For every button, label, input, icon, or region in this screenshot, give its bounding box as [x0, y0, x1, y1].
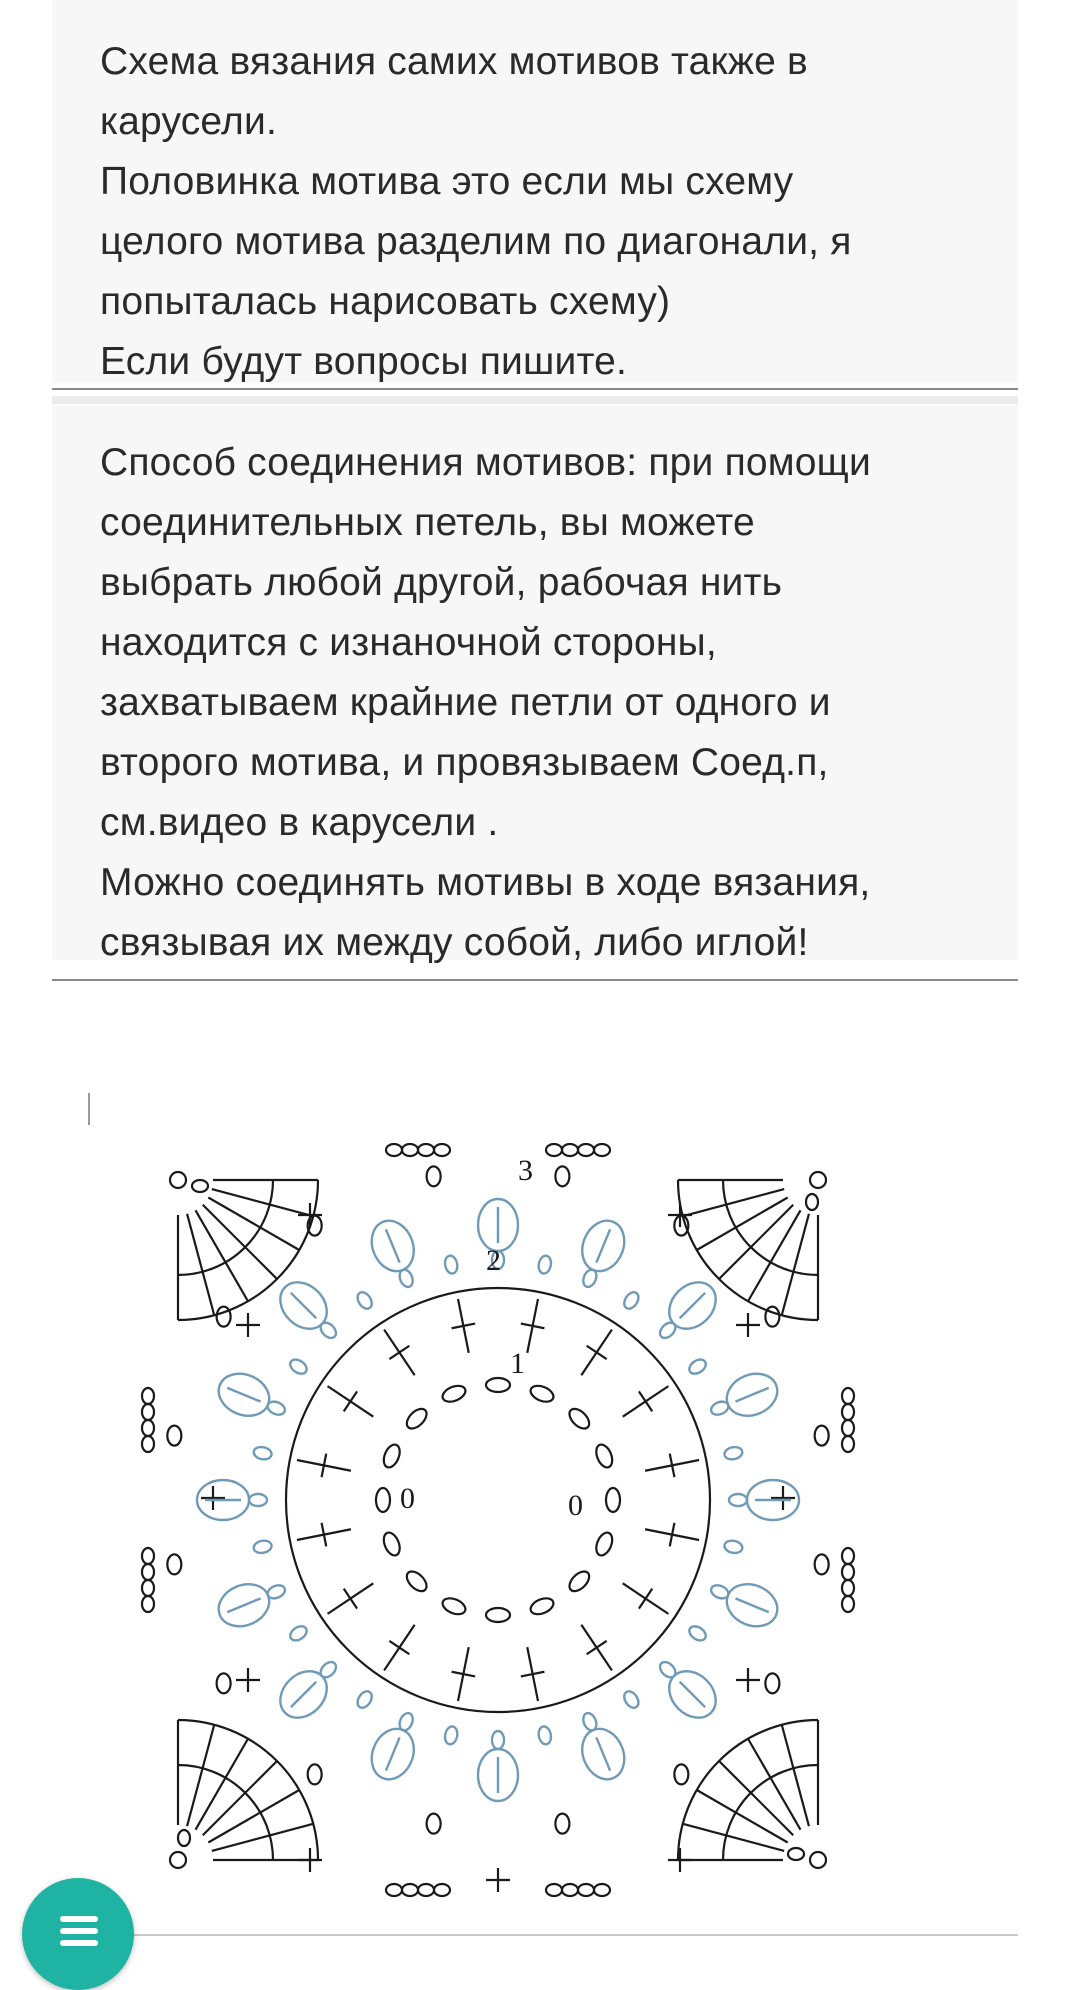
chain-stitch: [788, 1848, 804, 1860]
dc-stitch-bar: [389, 1641, 409, 1654]
chain-stitch: [486, 1608, 510, 1622]
divider: [52, 1934, 1018, 1936]
chain-stitch: [434, 1144, 450, 1156]
text-line: Способ соединения мотивов: при помощи: [100, 441, 871, 484]
chain-stitch: [810, 1172, 826, 1188]
chain-stitch: [427, 1166, 441, 1186]
chain-stitch: [842, 1388, 854, 1404]
chain-stitch: [842, 1436, 854, 1452]
fan-stitch: [782, 1725, 809, 1826]
chain-stitch: [578, 1144, 594, 1156]
chain-stitch: [537, 1725, 552, 1745]
divider-shadow: [52, 396, 1018, 404]
ring-label-left: 0: [400, 1482, 415, 1515]
chain-stitch: [142, 1420, 154, 1436]
chain-stitch: [765, 1673, 779, 1693]
chain-stitch: [842, 1580, 854, 1596]
chain-stitch: [318, 1659, 339, 1680]
chain-stitch: [729, 1494, 747, 1506]
chain-stitch: [546, 1884, 562, 1896]
dc-stitch-bar: [587, 1641, 607, 1654]
chain-stitch: [402, 1144, 418, 1156]
fan-stitch: [187, 1214, 214, 1315]
petal-rib: [735, 1388, 768, 1402]
crochet-motif-diagram[interactable]: [118, 1120, 878, 1920]
text-line: карусели.: [100, 100, 277, 143]
chain-stitch: [687, 1623, 709, 1643]
chain-stitch: [842, 1596, 854, 1612]
ring-label-right: 0: [568, 1489, 583, 1522]
text-line: захватываем крайние петли от одного и: [100, 681, 831, 724]
chain-stitch: [581, 1711, 599, 1732]
text-line: Если будут вопросы пишите.: [100, 340, 628, 383]
list-icon: [60, 1916, 98, 1952]
chain-stitch: [167, 1426, 181, 1446]
petal-rib: [227, 1598, 260, 1612]
chain-stitch: [709, 1399, 730, 1417]
petal-rib: [680, 1682, 705, 1707]
chain-stitch: [546, 1144, 562, 1156]
fan-stitch: [683, 1189, 784, 1216]
row-label-3: 3: [518, 1154, 533, 1187]
chain-stitch: [810, 1852, 826, 1868]
text-line: находится с изнаночной стороны,: [100, 621, 717, 664]
dc-stitch-bar: [639, 1391, 652, 1411]
chain-stitch: [555, 1166, 569, 1186]
text-line: второго мотива, и провязываем Соед.п,: [100, 741, 829, 784]
chain-stitch: [562, 1144, 578, 1156]
text-line: целого мотива разделим по диагонали, я: [100, 220, 852, 263]
chain-stitch: [593, 1530, 615, 1558]
text-line: выбрать любой другой, рабочая нить: [100, 561, 783, 604]
chain-stitch: [355, 1290, 375, 1312]
chain-stitch: [562, 1884, 578, 1896]
chain-stitch: [440, 1383, 468, 1405]
chain-stitch: [594, 1144, 610, 1156]
chain-stitch: [581, 1268, 599, 1289]
chain-stitch: [528, 1595, 556, 1617]
chain-stitch: [403, 1405, 430, 1432]
row-label-2: 2: [486, 1244, 501, 1277]
chain-stitch: [142, 1436, 154, 1452]
chain-stitch: [170, 1852, 186, 1868]
corner-fan: [678, 1720, 826, 1868]
post-paragraph-2: [52, 405, 1018, 964]
chain-stitch: [167, 1554, 181, 1574]
menu-fab-button[interactable]: [22, 1878, 134, 1990]
chain-stitch: [537, 1255, 552, 1275]
chain-stitch: [355, 1689, 375, 1711]
chain-stitch: [709, 1583, 730, 1601]
chain-stitch: [723, 1539, 743, 1554]
chain-stitch: [621, 1689, 641, 1711]
chain-stitch: [381, 1530, 403, 1558]
petal-rib: [291, 1682, 316, 1707]
text-line: Можно соединять мотивы в ходе вязания,: [100, 861, 871, 904]
chain-stitch: [687, 1357, 709, 1377]
chain-stitch: [842, 1564, 854, 1580]
chain-stitch: [418, 1144, 434, 1156]
petal-rib: [680, 1293, 705, 1318]
chain-stitch: [418, 1884, 434, 1896]
petal-rib: [596, 1737, 610, 1770]
fan-stitch: [683, 1824, 784, 1851]
image-edge-marker: [88, 1093, 90, 1125]
chain-stitch: [192, 1180, 208, 1192]
chain-stitch: [142, 1564, 154, 1580]
petal-rib: [386, 1229, 400, 1262]
chain-stitch: [621, 1290, 641, 1312]
chain-stitch: [566, 1568, 593, 1595]
diagram-blue-stitches: [197, 1199, 799, 1801]
fan-stitch: [212, 1824, 313, 1851]
chain-stitch: [308, 1764, 322, 1784]
text-line: Половинка мотива это если мы схему: [100, 160, 794, 203]
dc-stitch-bar: [639, 1589, 652, 1609]
chain-stitch: [253, 1446, 273, 1461]
fan-stitch: [212, 1189, 313, 1216]
chain-stitch: [266, 1583, 287, 1601]
chain-stitch: [806, 1194, 818, 1210]
chain-stitch: [434, 1884, 450, 1896]
text-line: см.видео в карусели .: [100, 801, 499, 844]
chain-stitch: [178, 1830, 190, 1846]
chain-stitch: [397, 1268, 415, 1289]
chain-stitch: [381, 1442, 403, 1470]
chain-stitch: [674, 1764, 688, 1784]
chain-stitch: [142, 1580, 154, 1596]
chain-stitch: [288, 1357, 310, 1377]
dc-stitch-bar: [389, 1346, 409, 1359]
chain-stitch: [578, 1884, 594, 1896]
chain-stitch: [444, 1255, 459, 1275]
text-line: связывая их между собой, либо иглой!: [100, 921, 809, 964]
text-line: соединительных петель, вы можете: [100, 501, 755, 544]
chain-stitch: [842, 1548, 854, 1564]
chain-stitch: [170, 1172, 186, 1188]
chain-stitch: [815, 1426, 829, 1446]
chain-stitch: [842, 1404, 854, 1420]
chain-stitch: [492, 1731, 504, 1749]
chain-stitch: [444, 1725, 459, 1745]
chain-stitch: [427, 1814, 441, 1834]
chain-stitch: [142, 1404, 154, 1420]
chain-stitch: [593, 1442, 615, 1470]
divider: [52, 388, 1018, 390]
chain-stitch: [249, 1494, 267, 1506]
chain-stitch: [657, 1320, 678, 1341]
round-1-outline: [286, 1288, 710, 1712]
diagram-labels: [400, 1154, 583, 1522]
petal-rib: [596, 1229, 610, 1262]
chain-stitch: [403, 1568, 430, 1595]
chain-stitch: [142, 1548, 154, 1564]
dc-stitch-bar: [344, 1589, 357, 1609]
chain-stitch: [386, 1884, 402, 1896]
text-line: Схема вязания самих мотивов также в: [100, 40, 808, 83]
petal-rib: [735, 1598, 768, 1612]
divider: [52, 979, 1018, 981]
chain-stitch: [486, 1378, 510, 1392]
row-label-1: 1: [510, 1347, 525, 1380]
chain-stitch: [266, 1399, 287, 1417]
chain-stitch: [142, 1388, 154, 1404]
chain-stitch: [815, 1554, 829, 1574]
petal-rib: [291, 1293, 316, 1318]
fan-stitch: [782, 1214, 809, 1315]
chain-stitch: [253, 1539, 273, 1554]
chain-stitch: [594, 1884, 610, 1896]
chain-stitch: [402, 1884, 418, 1896]
chain-stitch: [386, 1144, 402, 1156]
chain-stitch: [657, 1659, 678, 1680]
corner-fan: [170, 1720, 318, 1868]
chain-stitch: [606, 1488, 620, 1512]
text-line: попыталась нарисовать схему): [100, 280, 671, 323]
chain-stitch: [318, 1320, 339, 1341]
chain-stitch: [376, 1488, 390, 1512]
chain-stitch: [842, 1420, 854, 1436]
fan-stitch: [187, 1725, 214, 1826]
dc-stitch-bar: [344, 1391, 357, 1411]
chain-stitch: [142, 1596, 154, 1612]
chain-stitch: [217, 1673, 231, 1693]
chain-stitch: [723, 1446, 743, 1461]
petal-rib: [227, 1388, 260, 1402]
dc-stitch-bar: [587, 1346, 607, 1359]
chain-stitch: [528, 1383, 556, 1405]
petal-rib: [386, 1737, 400, 1770]
chain-stitch: [566, 1405, 593, 1432]
chain-stitch: [288, 1623, 310, 1643]
chain-stitch: [555, 1814, 569, 1834]
post-paragraph-1: [52, 0, 1018, 383]
chain-stitch: [440, 1595, 468, 1617]
chain-stitch: [397, 1711, 415, 1732]
